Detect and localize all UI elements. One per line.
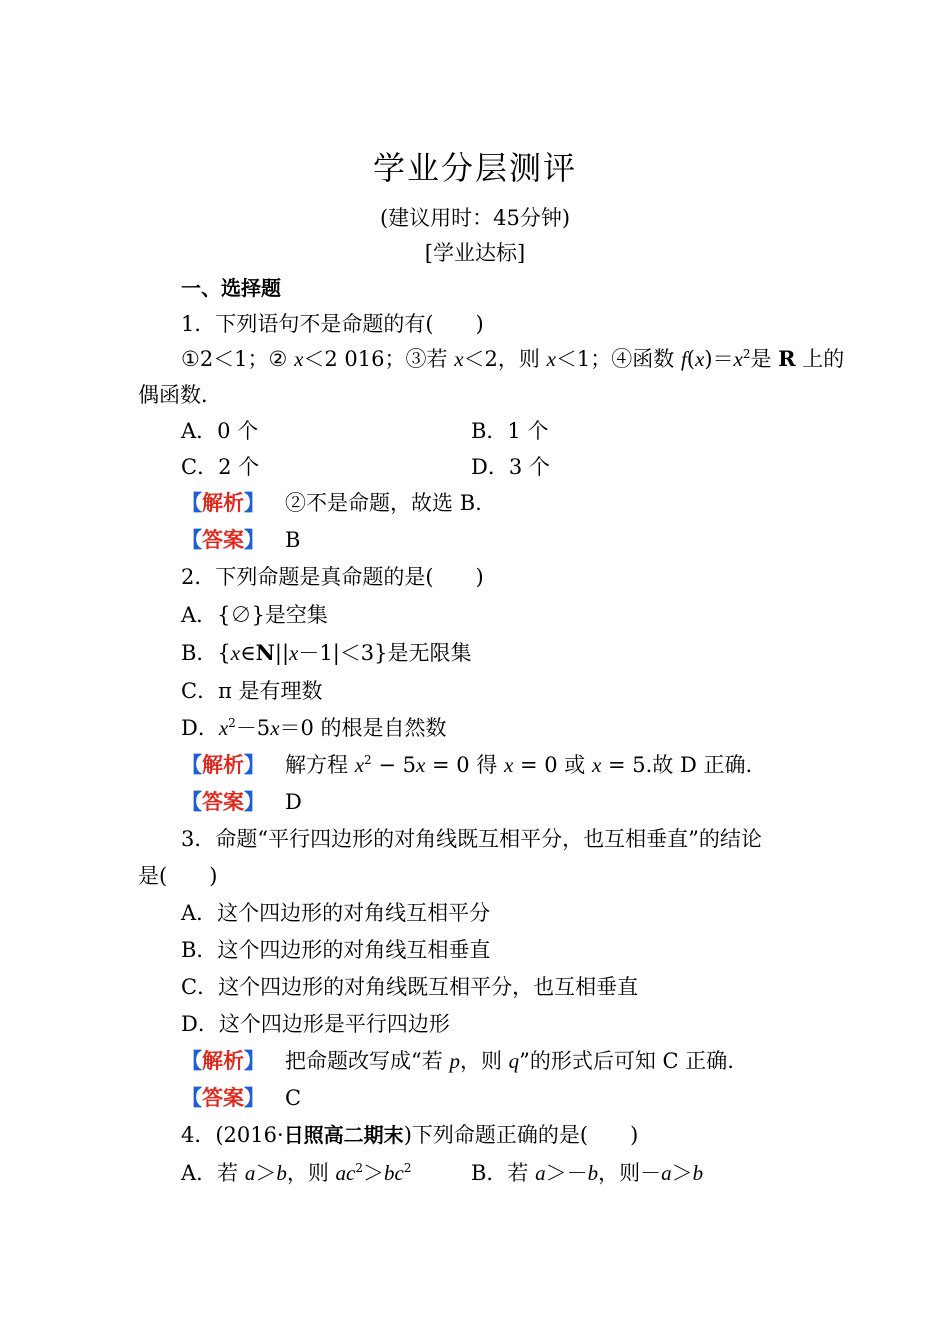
q4-option-b: B．若 a＞－b，则－a＞b xyxy=(471,1161,704,1185)
level-heading: [学业达标] xyxy=(424,241,526,265)
q3-answer: 【答案】 C xyxy=(181,1086,302,1110)
q3-option-d: D．这个四边形是平行四边形 xyxy=(181,1012,450,1036)
q1-answer: 【答案】 B xyxy=(181,528,301,552)
q1-statements-cont: 偶函数． xyxy=(138,383,222,407)
q4-option-a: A．若 a＞b，则 $ac^2>bc^2$ xyxy=(181,1161,412,1185)
q1-option-c: C．2 个 xyxy=(181,455,260,479)
q2-option-c: C．π 是有理数 xyxy=(181,679,323,703)
q2-analysis: 【解析】 解方程 $x^2 - 5x = 0$ 得 x = 0 或 x = 5.故 D 正确. xyxy=(181,753,753,777)
q1-analysis: 【解析】 ②不是命题，故选 B. xyxy=(181,491,482,515)
q2-option-d: D．$x^2-5x=0$ 的根是自然数 xyxy=(181,716,447,740)
q2-stem: 2．下列命题是真命题的是( ) xyxy=(181,565,484,589)
q4-stem: 4．(2016·日照高二期末)下列命题正确的是( ) xyxy=(181,1123,639,1147)
q2-option-b: B．{x∈N||x－1|＜3}是无限集 xyxy=(181,640,472,665)
q3-analysis: 【解析】 把命题改写成“若 p，则 q”的形式后可知 C 正确. xyxy=(181,1049,734,1073)
q3-option-a: A．这个四边形的对角线互相平分 xyxy=(181,901,491,925)
q1-option-a: A．0 个 xyxy=(181,419,259,443)
q1-statements: ①2＜1；② x＜2 016；③若 x＜2，则 x＜1；④函数 $f(x)=x^2$是 R 上的 xyxy=(181,346,845,371)
q1-option-d: D．3 个 xyxy=(471,455,550,479)
q2-answer: 【答案】 D xyxy=(181,790,302,814)
page-title: 学业分层测评 xyxy=(372,149,577,187)
q3-option-c: C．这个四边形的对角线既互相平分，也互相垂直 xyxy=(181,975,639,999)
q3-stem: 3．命题“平行四边形的对角线既互相平分，也互相垂直”的结论 xyxy=(181,827,762,851)
q3-option-b: B．这个四边形的对角线互相垂直 xyxy=(181,938,491,962)
q3-stem-cont: 是( ) xyxy=(138,864,218,888)
time-suggestion: (建议用时：45分钟) xyxy=(379,206,571,230)
q1-stem: 1．下列语句不是命题的有( ) xyxy=(181,312,484,336)
q1-option-b: B．1 个 xyxy=(471,419,549,443)
q2-option-a: A．{∅}是空集 xyxy=(181,603,328,627)
section-heading: 一、选择题 xyxy=(181,276,281,300)
